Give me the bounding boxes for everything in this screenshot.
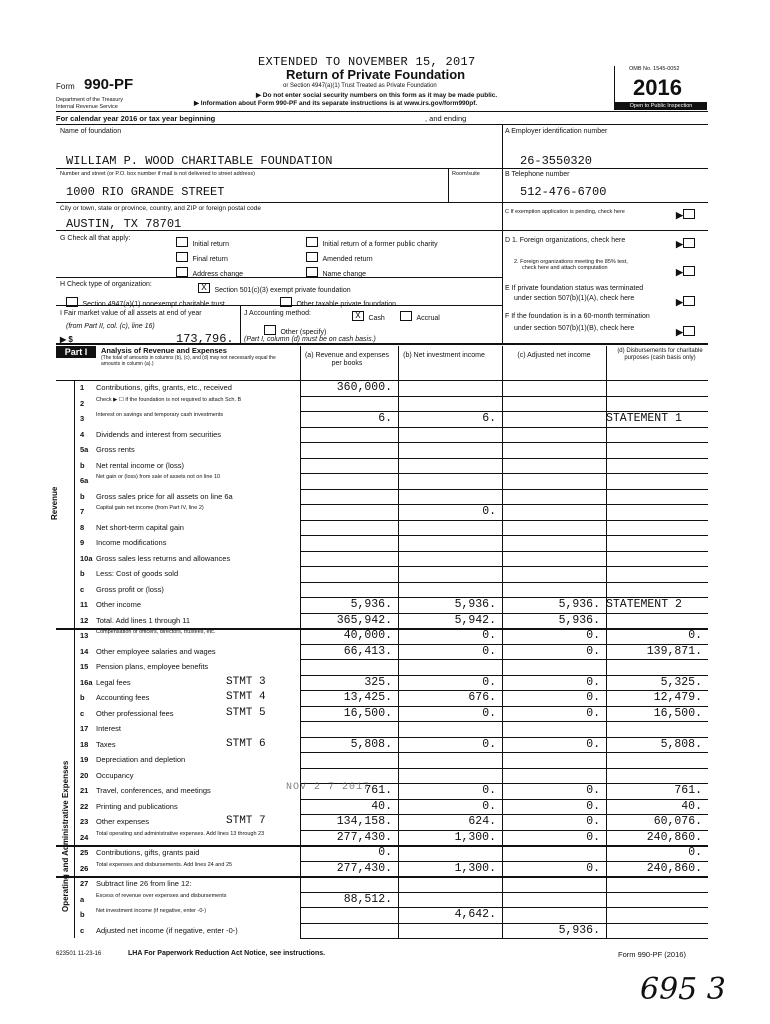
calendar-year-line: For calendar year 2016 or tax year beginning	[56, 114, 216, 123]
g-final-label: Final return	[192, 256, 228, 263]
j-label: J Accounting method:	[244, 310, 311, 317]
handwritten-note: 695 3	[640, 972, 726, 1007]
d2-arrow-icon: ▶	[676, 267, 683, 277]
g-initial-former-checkbox[interactable]	[306, 237, 318, 247]
row-label: Total. Add lines 1 through 11	[96, 615, 191, 625]
part-i-title: Analysis of Revenue and Expenses	[101, 346, 227, 355]
col-a-header: (a) Revenue and expenses per books	[304, 352, 390, 367]
j-other-label: Other (specify)	[280, 329, 327, 336]
row-label: Adjusted net income (if negative, enter -0-)	[96, 925, 238, 935]
cell-col-d: 5,808.	[660, 737, 702, 751]
cell-col-d: 0.	[688, 846, 702, 859]
row-label: Income modifications	[96, 538, 167, 547]
cell-col-c: 0.	[586, 706, 600, 720]
department-line-2: Internal Revenue Service	[56, 104, 118, 110]
col-c-header: (c) Adjusted net income	[517, 352, 591, 359]
cell-col-b: 676.	[468, 691, 496, 704]
cell-col-c: 0.	[586, 629, 600, 642]
row-number: c	[80, 708, 85, 718]
foundation-name-label: Name of foundation	[60, 128, 122, 135]
row-number: 3	[80, 414, 85, 423]
g-label: G Check all that apply:	[60, 235, 131, 242]
cell-col-b: 6.	[482, 412, 496, 425]
row-label: Subtract line 26 from line 12:	[96, 879, 192, 888]
row-number: 23	[80, 817, 89, 826]
cell-col-c: 0.	[586, 737, 600, 751]
cell-col-b: 1,300.	[454, 861, 496, 875]
row-number: a	[80, 894, 85, 904]
j-cash-label: Cash	[368, 315, 385, 322]
row-number: 12	[80, 615, 89, 625]
row-label: Total expenses and disbursements. Add lines 24 and 25	[96, 861, 233, 868]
row-number: 19	[80, 755, 89, 764]
cell-col-a: 277,430.	[336, 830, 392, 844]
row-label: Interest on savings and temporary cash investments	[96, 412, 224, 418]
form-subtitle-2: ▶ Do not enter social security numbers on this form as it may be made public.	[256, 92, 498, 99]
row-number: 20	[80, 770, 89, 780]
cell-col-c: 0.	[586, 799, 600, 813]
d2-label-line-1: 2. Foreign organizations meeting the 85% test,	[514, 259, 628, 265]
cell-col-a: 13,425.	[343, 691, 392, 704]
d1-label: D 1. Foreign organizations, check here	[505, 237, 626, 244]
cell-col-c: 0.	[586, 815, 600, 828]
cell-col-a: 277,430.	[336, 861, 392, 875]
omb-number: OMB No. 1545-0052	[629, 66, 680, 72]
g-name-label: Name change	[322, 271, 367, 278]
row-number: c	[80, 584, 85, 594]
cell-col-d: STATEMENT 1	[606, 412, 682, 425]
row-statement-ref: STMT 7	[226, 815, 266, 827]
cell-col-c: 0.	[586, 675, 600, 689]
ein-label: A Employer identification number	[505, 128, 608, 135]
phone-value: 512-476-6700	[520, 185, 607, 199]
cell-col-a: 365,942.	[336, 613, 392, 627]
e-arrow-icon: ▶	[676, 297, 683, 307]
row-label: Other professional fees	[96, 708, 174, 718]
cell-col-c: 0.	[586, 644, 600, 658]
h-other-label: Other taxable private foundation	[296, 301, 397, 308]
row-label: Compensation of officers, directors, trustees, etc.	[96, 629, 216, 635]
cell-col-a: 0.	[378, 846, 392, 859]
form-subtitle-3: ▶ Information about Form 990-PF and its separate instructions is at www.irs.gov/form990pf.	[194, 100, 478, 107]
c-checkbox[interactable]	[683, 209, 695, 219]
row-number: 22	[80, 801, 89, 811]
row-label: Capital gain net income (from Part IV, line 2)	[96, 505, 204, 511]
cell-col-a: 325.	[364, 675, 392, 689]
row-number: 6a	[80, 476, 89, 485]
f-label-line-2: under section 507(b)(1)(B), check here	[514, 325, 635, 332]
i-dollar-label: ▶ $	[60, 335, 73, 344]
row-label: Legal fees	[96, 677, 131, 687]
cell-col-c: 5,936.	[558, 923, 600, 937]
row-label: Gross rents	[96, 445, 135, 454]
cell-col-b: 5,942.	[454, 613, 496, 627]
row-number: 1	[80, 383, 85, 392]
cell-col-a: 761.	[364, 784, 392, 797]
form-subtitle-1: or Section 4947(a)(1) Trust Treated as Private Foundation	[283, 83, 437, 89]
cell-col-a: 88,512.	[343, 892, 392, 906]
row-label: Other income	[96, 600, 142, 609]
row-number: 2	[80, 398, 85, 408]
cell-col-a: 40.	[371, 799, 392, 813]
row-label: Other expenses	[96, 817, 149, 826]
street-label: Number and street (or P.O. box number if mail is not delivered to street address)	[60, 171, 255, 177]
cell-col-d: STATEMENT 2	[606, 598, 682, 611]
row-label: Accounting fees	[96, 693, 150, 702]
street-address: 1000 RIO GRANDE STREET	[66, 185, 225, 199]
d1-checkbox[interactable]	[683, 238, 695, 248]
col-b-header: (b) Net investment income	[403, 352, 485, 359]
h-501c3-label: Section 501(c)(3) exempt private foundation	[214, 287, 351, 294]
cell-col-b: 4,642.	[454, 908, 496, 921]
row-number: 7	[80, 507, 85, 516]
foundation-name: WILLIAM P. WOOD CHARITABLE FOUNDATION	[66, 154, 333, 168]
cell-col-b: 0.	[482, 675, 496, 689]
d1-arrow-icon: ▶	[676, 239, 683, 249]
row-label: Net investment income (if negative, enter -0-)	[96, 908, 207, 914]
footer-code: 623501 11-23-16	[56, 951, 102, 957]
footer-paperwork-notice: LHA For Paperwork Reduction Act Notice, see instructions.	[128, 950, 326, 957]
cell-col-d: 12,479.	[653, 691, 702, 704]
row-number: b	[80, 491, 85, 501]
cell-col-a: 134,158.	[336, 815, 392, 828]
f-label-line-1: F If the foundation is in a 60-month termination	[505, 313, 650, 320]
row-number: 16a	[80, 677, 93, 687]
row-label: Contributions, gifts, grants paid	[96, 848, 200, 857]
cell-col-c: 5,936.	[558, 613, 600, 627]
cell-col-b: 1,300.	[454, 830, 496, 844]
d2-checkbox[interactable]	[683, 266, 695, 276]
f-arrow-icon: ▶	[676, 327, 683, 337]
row-number: 14	[80, 646, 89, 656]
row-number: b	[80, 569, 85, 578]
row-number: 5a	[80, 445, 89, 454]
footer-form-label: Form 990-PF (2016)	[618, 950, 686, 959]
cell-col-a: 16,500.	[343, 706, 392, 720]
h-4947-label: Section 4947(a)(1) nonexempt charitable trust	[82, 301, 225, 308]
cell-col-a: 5,936.	[350, 598, 392, 611]
cell-col-a: 6.	[378, 412, 392, 425]
h-label: H Check type of organization:	[60, 281, 152, 288]
row-statement-ref: STMT 3	[226, 675, 266, 688]
col-d-header: (d) Disbursements for charitable purposes (cash basis only)	[617, 348, 703, 361]
row-number: 24	[80, 832, 89, 842]
i-label: I Fair market value of all assets at end of year	[60, 310, 202, 317]
row-number: 13	[80, 631, 89, 640]
j-other-checkbox[interactable]	[264, 325, 276, 335]
e-checkbox[interactable]	[683, 296, 695, 306]
g-address-label: Address change	[192, 271, 244, 278]
tax-year: 2016	[633, 75, 682, 100]
row-label: Printing and publications	[96, 801, 178, 811]
row-label: Net short-term capital gain	[96, 522, 184, 532]
extension-notice: EXTENDED TO NOVEMBER 15, 2017	[258, 55, 476, 69]
j-accrual-checkbox[interactable]	[400, 311, 412, 321]
cell-col-d: 5,325.	[660, 675, 702, 689]
revenue-side-label: Revenue	[50, 486, 59, 520]
row-label: Net rental income or (loss)	[96, 460, 184, 470]
g-name-checkbox[interactable]	[306, 267, 318, 277]
part-i-badge: Part I	[56, 346, 96, 358]
department-line-1: Department of the Treasury	[56, 97, 123, 103]
cell-col-b: 0.	[482, 799, 496, 813]
j-note: (Part I, column (d) must be on cash basis.)	[244, 336, 376, 343]
c-exemption-label: C If exemption application is pending, check here	[505, 209, 625, 215]
cell-col-a: 40,000.	[343, 629, 392, 642]
row-number: 9	[80, 538, 85, 547]
fair-market-value: 173,796.	[176, 332, 234, 346]
and-ending-label: , and ending	[425, 114, 467, 123]
cell-col-a: 5,808.	[350, 737, 392, 751]
row-number: b	[80, 693, 85, 702]
row-statement-ref: STMT 5	[226, 706, 266, 719]
form-label: Form	[56, 82, 75, 91]
cell-col-b: 5,936.	[454, 598, 496, 611]
row-label: Gross profit or (loss)	[96, 584, 164, 594]
row-number: 18	[80, 739, 89, 749]
cell-col-d: 60,076.	[653, 815, 702, 828]
row-number: 26	[80, 863, 89, 873]
phone-label: B Telephone number	[505, 171, 570, 178]
row-number: 15	[80, 662, 89, 671]
cell-col-b: 0.	[482, 706, 496, 720]
row-number: 11	[80, 600, 88, 609]
row-statement-ref: STMT 6	[226, 737, 266, 750]
g-initial-former-label: Initial return of a former public charity	[322, 241, 438, 248]
cell-col-b: 0.	[482, 737, 496, 751]
row-label: Occupancy	[96, 770, 134, 780]
row-label: Dividends and interest from securities	[96, 429, 222, 439]
row-label: Contributions, gifts, grants, etc., received	[96, 383, 232, 392]
open-to-public-bar: Open to Public Inspection	[615, 102, 707, 110]
g-address-checkbox[interactable]	[176, 267, 188, 277]
row-label: Net gain or (loss) from sale of assets not on line 10	[96, 474, 221, 480]
row-label: Travel, conferences, and meetings	[96, 786, 211, 795]
row-label: Total operating and administrative expenses. Add lines 13 through 23	[96, 830, 265, 837]
j-accrual-label: Accrual	[416, 315, 440, 322]
row-number: 10a	[80, 553, 93, 563]
cell-col-c: 0.	[586, 691, 600, 704]
h-501c3-checkbox[interactable]: X	[198, 283, 210, 293]
cell-col-d: 0.	[688, 629, 702, 642]
row-label: Depreciation and depletion	[96, 755, 186, 764]
cell-col-a: 360,000.	[336, 381, 392, 394]
j-cash-checkbox[interactable]: X	[352, 311, 364, 321]
g-final-checkbox[interactable]	[176, 252, 188, 262]
cell-col-d: 240,860.	[646, 830, 702, 844]
cell-col-b: 0.	[482, 644, 496, 658]
d2-label-line-2: check here and attach computation	[522, 265, 608, 271]
row-label: Gross sales price for all assets on line 6a	[96, 491, 233, 501]
c-arrow-icon: ▶	[676, 210, 683, 220]
g-initial-label: Initial return	[192, 241, 230, 248]
row-label: Less: Cost of goods sold	[96, 569, 179, 578]
room-suite-label: Room/suite	[452, 171, 480, 177]
cell-col-c: 5,936.	[558, 598, 600, 611]
cell-col-b: 0.	[482, 629, 496, 642]
g-initial-checkbox[interactable]	[176, 237, 188, 247]
e-label-line-2: under section 507(b)(1)(A), check here	[514, 295, 635, 302]
cell-col-a: 66,413.	[343, 644, 392, 658]
ein-value: 26-3550320	[520, 154, 593, 168]
row-number: b	[80, 910, 85, 919]
row-label: Check ▶ ☐ if the foundation is not required to attach Sch. B	[96, 396, 242, 403]
row-number: b	[80, 460, 85, 470]
row-number: c	[80, 925, 85, 935]
e-label-line-1: E If private foundation status was terminated	[505, 285, 644, 292]
cell-col-b: 624.	[468, 815, 496, 828]
city-state-zip: AUSTIN, TX 78701	[66, 217, 182, 231]
form-number: 990-PF	[84, 76, 134, 93]
row-number: 25	[80, 848, 89, 857]
row-label: Pension plans, employee benefits	[96, 662, 209, 671]
i-from-label: (from Part II, col. (c), line 16)	[66, 323, 155, 330]
city-label: City or town, state or province, country, and ZIP or foreign postal code	[60, 205, 261, 212]
cell-col-d: 139,871.	[646, 644, 702, 658]
received-stamp: NOV 2 7 2017	[286, 782, 371, 793]
cell-col-c: 0.	[586, 861, 600, 875]
row-number: 27	[80, 879, 89, 888]
expenses-side-label: Operating and Administrative Expenses	[61, 760, 70, 912]
cell-col-d: 240,860.	[646, 861, 702, 875]
row-number: 21	[80, 786, 89, 795]
row-label: Interest	[96, 724, 122, 733]
cell-col-b: 0.	[482, 784, 496, 797]
cell-col-c: 0.	[586, 830, 600, 844]
year-box	[614, 66, 707, 110]
row-label: Taxes	[96, 739, 116, 749]
cell-col-c: 0.	[586, 784, 600, 797]
cell-col-d: 40.	[681, 799, 702, 813]
row-statement-ref: STMT 4	[226, 691, 266, 703]
g-amended-label: Amended return	[322, 256, 373, 263]
part-i-title-note: (The total of amounts in columns (b), (c), and (d) may not necessarily equal the amounts in column (a).)	[101, 355, 276, 367]
row-number: 17	[80, 724, 89, 733]
row-number: 8	[80, 522, 85, 532]
f-checkbox[interactable]	[683, 326, 695, 336]
cell-col-b: 0.	[482, 505, 496, 518]
form-title: Return of Private Foundation	[286, 67, 466, 82]
cell-col-d: 16,500.	[653, 706, 702, 720]
row-label: Excess of revenue over expenses and disbursements	[96, 892, 227, 899]
cell-col-d: 761.	[674, 784, 702, 797]
g-amended-checkbox[interactable]	[306, 252, 318, 262]
row-label: Gross sales less returns and allowances	[96, 553, 231, 563]
row-label: Other employee salaries and wages	[96, 646, 216, 656]
row-number: 4	[80, 429, 85, 439]
